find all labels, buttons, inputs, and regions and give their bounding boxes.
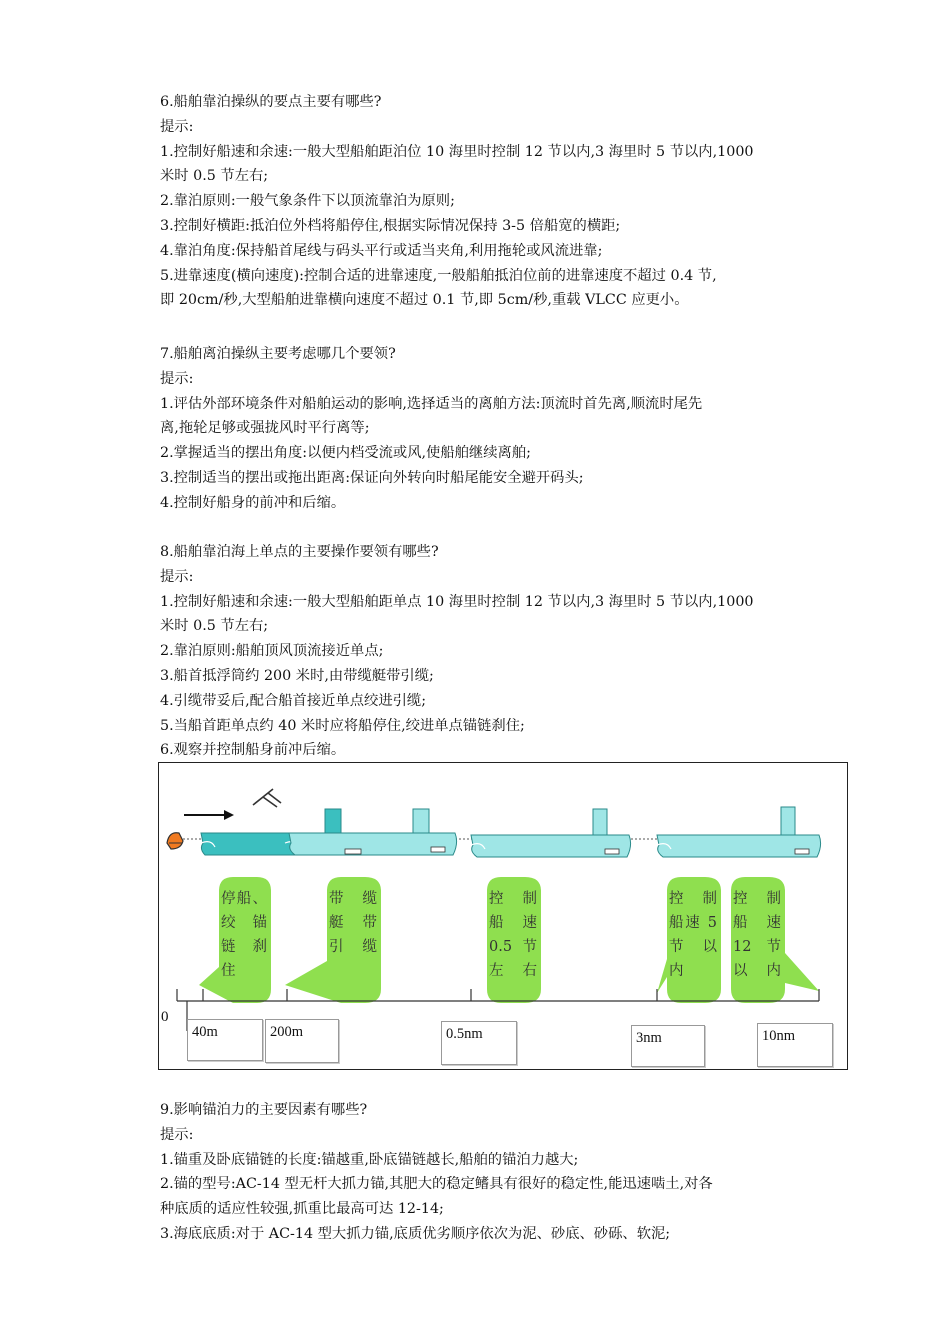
text-line: 1.控制好船速和余速:一般大型船舶距单点 10 海里时控制 12 节以内,3 海里时 5 节以内,1000 [160, 593, 754, 610]
ship-position-3 [471, 809, 631, 857]
scale-label-3nm: 3nm [631, 1025, 705, 1067]
section-8 [160, 540, 850, 763]
section-9-question: 9.影响锚泊力的主要因素有哪些? [160, 1102, 368, 1118]
ship-position-2 [289, 809, 457, 855]
section-7 [160, 342, 850, 516]
wind-icon [253, 789, 281, 807]
text-line: 2.掌握适当的摆出角度:以便内档受流或风,使船舶继续离舶; [160, 445, 531, 462]
text-line: 4.控制好船身的前冲和后缩。 [160, 494, 346, 511]
text-line: 1.评估外部环境条件对船舶运动的影响,选择适当的离舶方法:顶流时首先离,顺流时尾先 [160, 395, 703, 412]
buoy-icon [167, 833, 183, 849]
scale-label-200m: 200m [265, 1019, 339, 1063]
text-line: 5.当船首距单点约 40 米时应将船停住,绞进单点锚链刹住; [160, 717, 525, 734]
text-line: 3.海底底质:对于 AC-14 型大抓力锚,底质优劣顺序依次为泥、砂底、砂砾、软泥; [160, 1225, 671, 1242]
text-line: 离,拖轮足够或强拢风时平行离等; [160, 420, 370, 437]
section-6-question: 6.船舶靠泊操纵的要点主要有哪些? [160, 94, 382, 110]
text-line: 米时 0.5 节左右; [160, 168, 269, 185]
section-7-question: 7.船舶离泊操纵主要考虑哪几个要领? [160, 346, 396, 362]
text-line: 2.锚的型号:AC-14 型无杆大抓力锚,其肥大的稳定鳍具有很好的稳定性,能迅速啮土,对各 [160, 1176, 713, 1193]
callout-text-line-boat: 带 缆 艇 带 引缆 [329, 891, 377, 955]
hint-label: 提示: [160, 568, 194, 585]
text-line: 2.靠泊原则:一般气象条件下以顶流靠泊为原则; [160, 193, 455, 210]
text-line: 种底质的适应性较强,抓重比最高可达 12-14; [160, 1201, 444, 1218]
section-8-question: 8.船舶靠泊海上单点的主要操作要领有哪些? [160, 544, 439, 560]
text-line: 即 20cm/秒,大型船舶进靠横向速度不超过 0.1 节,即 5cm/秒,重载 VLCC 应更小。 [160, 292, 689, 309]
text-line: 2.靠泊原则:船舶顶风顶流接近单点; [160, 643, 384, 660]
text-line: 3.控制好横距:抵泊位外档将船停住,根据实际情况保持 3-5 倍船宽的横距; [160, 217, 621, 234]
text-line: 4.引缆带妥后,配合船首接近单点绞进引缆; [160, 692, 427, 709]
ship-position-4 [657, 807, 821, 857]
callout-text-speed-0-5: 控 制 船 速 0.5 节 左右 [489, 891, 537, 979]
scale-label-40m: 40m [187, 1019, 263, 1061]
section-6 [160, 90, 850, 313]
text-line: 6.观察并控制船身前冲后缩。 [160, 742, 346, 759]
text-line: 米时 0.5 节左右; [160, 618, 269, 635]
callout-text-stop: 停船、绞 锚链 刹住 [221, 891, 267, 979]
callout-text-speed-12: 控 制 船 速 12 节 以内 [733, 891, 781, 979]
scale-label-0-5nm: 0.5nm [441, 1021, 517, 1065]
hint-label: 提示: [160, 1126, 194, 1143]
text-line: 5.进靠速度(横向速度):控制合适的进靠速度,一般船舶抵泊位前的进靠速度不超过 0.4 节, [160, 267, 717, 284]
hint-label: 提示: [160, 370, 194, 387]
callout-text-speed-5: 控 制 船速 5 节 以 内 [669, 891, 717, 979]
hint-label: 提示: [160, 118, 194, 135]
text-line: 1.控制好船速和余速:一般大型船舶距泊位 10 海里时控制 12 节以内,3 海里时 5 节以内,1000 [160, 143, 754, 160]
text-line: 3.船首抵浮筒约 200 米时,由带缆艇带引缆; [160, 667, 434, 684]
text-line: 4.靠泊角度:保持船首尾线与码头平行或适当夹角,利用拖轮或风流进靠; [160, 242, 603, 259]
section-9 [160, 1098, 850, 1247]
scale-zero-label: 0 [161, 1009, 169, 1025]
text-line: 1.锚重及卧底锚链的长度:锚越重,卧底锚链越长,船舶的锚泊力越大; [160, 1151, 579, 1168]
mooring-approach-diagram [158, 762, 848, 1070]
direction-arrow-icon [184, 810, 234, 820]
text-line: 3.控制适当的摆出或拖出距离:保证向外转向时船尾能安全避开码头; [160, 469, 584, 486]
scale-label-10nm: 10nm [757, 1023, 833, 1067]
